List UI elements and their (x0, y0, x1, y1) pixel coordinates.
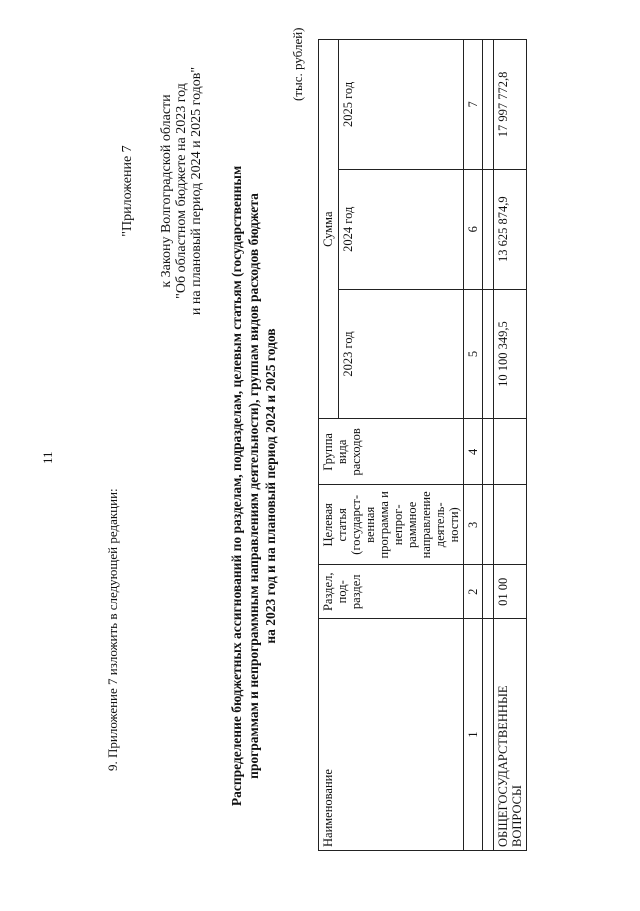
blank-cell (483, 565, 494, 619)
column-number: 4 (464, 419, 483, 485)
title-line-2: программам и непрограммным направлениям деятельности), группам видов расходов бюджета (246, 193, 261, 779)
column-number: 1 (464, 619, 483, 851)
appendix-title: "Приложение 7 (120, 145, 135, 237)
units-label: (тыс. рублей) (290, 27, 305, 101)
column-number: 3 (464, 485, 483, 565)
column-number-row (464, 40, 483, 851)
page-number: 11 (40, 451, 55, 464)
document-title (228, 161, 279, 811)
row-section: 01 00 (494, 565, 527, 619)
blank-cell (483, 40, 494, 170)
appendix-period-line: и на плановый период 2024 и 2025 годов" (189, 66, 204, 316)
appendix-header (120, 21, 204, 361)
intro-text: 9. Приложение 7 изложить в следующей редакции: (105, 488, 120, 771)
row-2024: 13 625 874,9 (494, 169, 527, 289)
column-number: 5 (464, 289, 483, 419)
header-group: Группа вида расходов (319, 419, 464, 485)
column-number: 6 (464, 169, 483, 289)
appendix-law: к Закону Волгоградской области (159, 94, 174, 288)
column-number: 7 (464, 40, 483, 170)
blank-row (483, 40, 494, 851)
header-target: Целевая статья (государст- венная программа и непрог- раммное направление деятель- ности) (319, 485, 464, 565)
row-name: ОБЩЕГОСУДАРСТВЕННЫЕ ВОПРОСЫ (494, 619, 527, 851)
column-number: 2 (464, 565, 483, 619)
row-2023: 10 100 349,5 (494, 289, 527, 419)
header-name: Наименование (319, 619, 464, 851)
blank-cell (483, 485, 494, 565)
budget-table (318, 39, 527, 851)
header-sum: Сумма (319, 40, 339, 419)
title-line-3: на 2023 год и на плановый период 2024 и 2025 годов (263, 328, 278, 644)
header-2024: 2024 год (339, 169, 464, 289)
blank-cell (483, 169, 494, 289)
blank-cell (483, 289, 494, 419)
header-2023: 2023 год (339, 289, 464, 419)
row-target (494, 485, 527, 565)
header-2025: 2025 год (339, 40, 464, 170)
appendix-budget-line: "Об областном бюджете на 2023 год (174, 83, 189, 299)
table-row (494, 40, 527, 851)
header-section: Раздел, под- раздел (319, 565, 464, 619)
row-group (494, 419, 527, 485)
blank-cell (483, 619, 494, 851)
blank-cell (483, 419, 494, 485)
title-line-1: Распределение бюджетных ассигнований по разделам, подразделам, целевым статьям (государственным (229, 165, 244, 807)
row-2025: 17 997 772,8 (494, 40, 527, 170)
